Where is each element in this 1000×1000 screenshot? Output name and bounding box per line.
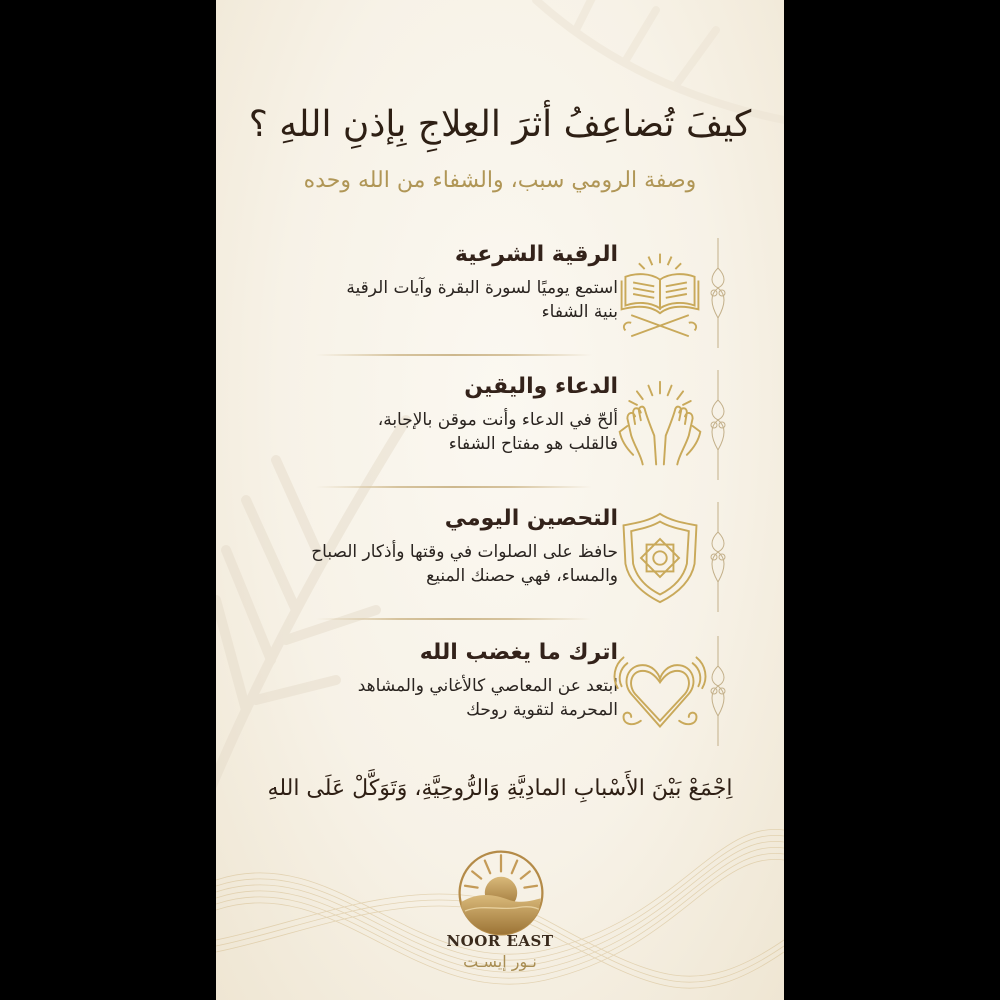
section-fortification <box>216 504 784 624</box>
description-line: ألحّ في الدعاء وأنت موقن بالإجابة، <box>377 410 618 430</box>
section-avoid-sins <box>216 638 784 758</box>
praying-hands-icon <box>612 378 708 474</box>
brand-name-english: NOOR EAST <box>446 932 554 950</box>
section-divider <box>316 618 592 620</box>
section-divider <box>316 354 592 356</box>
heart-icon <box>612 644 708 740</box>
closing-statement: اِجْمَعْ بَيْنَ الأَسْبابِ المادِيَّةِ وَالرُّوحِيَّةِ، وَتَوَكَّلْ عَلَى اللهِ <box>267 776 733 801</box>
ornament-divider-icon <box>708 370 728 480</box>
section-title: التحصين اليومي <box>444 506 618 531</box>
description-line: فالقلب هو مفتاح الشفاء <box>448 434 618 454</box>
section-title: الرقية الشرعية <box>454 242 618 267</box>
page-subtitle: وصفة الرومي سبب، والشفاء من الله وحده <box>303 168 697 193</box>
section-description <box>238 674 618 722</box>
ornament-divider-icon <box>708 636 728 746</box>
infographic-card <box>216 0 784 1000</box>
section-divider <box>316 486 592 488</box>
shield-icon <box>612 510 708 606</box>
description-line: المحرمة لتقوية روحك <box>466 700 618 720</box>
description-line: ابتعد عن المعاصي كالأغاني والمشاهد <box>357 676 618 696</box>
section-description <box>238 540 618 588</box>
section-title: الدعاء واليقين <box>464 374 618 399</box>
ornament-divider-icon <box>708 502 728 612</box>
section-title: اترك ما يغضب الله <box>419 640 618 665</box>
section-text <box>238 638 618 722</box>
section-text <box>238 504 618 588</box>
description-line: والمساء، فهي حصنك المنيع <box>426 566 618 586</box>
ornament-divider-icon <box>708 238 728 348</box>
description-line: استمع يوميًا لسورة البقرة وآيات الرقية <box>346 278 618 298</box>
section-text <box>238 372 618 456</box>
section-ruqyah <box>216 240 784 360</box>
section-description <box>238 408 618 456</box>
description-line: بنية الشفاء <box>541 302 618 322</box>
quran-book-icon <box>612 246 708 342</box>
description-line: حافظ على الصلوات في وقتها وأذكار الصباح <box>311 542 618 562</box>
section-dua <box>216 372 784 492</box>
section-description <box>238 276 618 324</box>
noor-east-logo-icon <box>456 848 546 938</box>
brand-name-arabic: نـور إيسـت <box>463 952 537 971</box>
section-text <box>238 240 618 324</box>
page-title: كيفَ تُضاعِفُ أثرَ العِلاجِ بِإذنِ اللهِ ؟ <box>248 104 752 145</box>
